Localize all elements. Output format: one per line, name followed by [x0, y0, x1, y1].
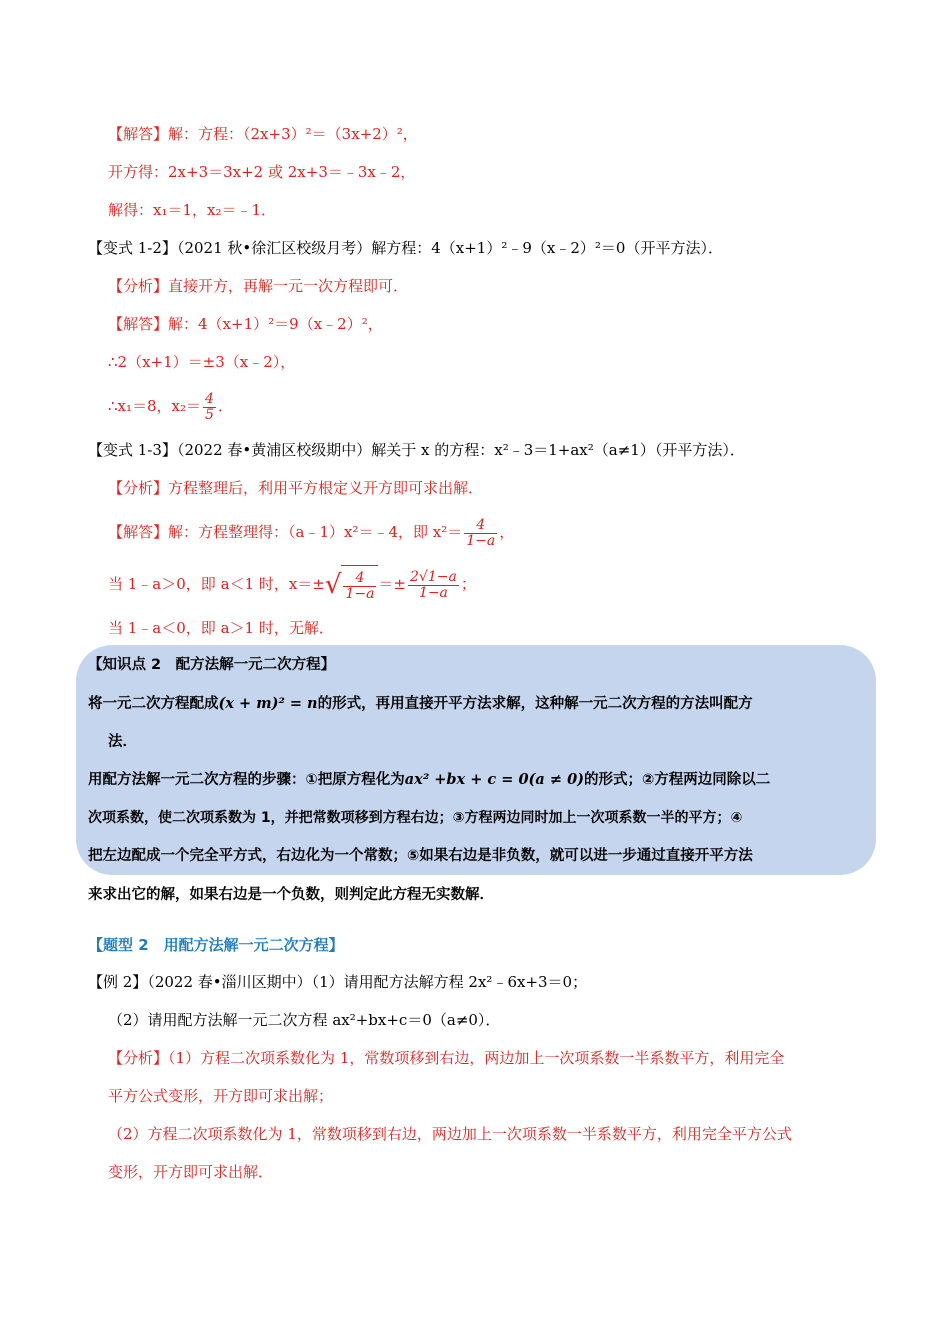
answer-tag: 【解答】 [108, 315, 169, 333]
solution-1-1-line-2: 开方得：2x+3＝3x+2 或 2x+3＝﹣3x﹣2， [108, 163, 416, 181]
fraction [343, 571, 376, 602]
fraction [464, 518, 497, 549]
fraction-denominator: 1−a [345, 586, 375, 603]
analysis-text: 直接开方，再解一元一次方程即可． [168, 277, 409, 295]
analysis-tag: 【分析】 [108, 277, 169, 295]
knowledge-text: 的形式；②方程两边同除以二 [584, 772, 771, 788]
solution-text: 当 1﹣a＞0，即 a＜1 时，x＝± [108, 575, 325, 593]
question-source: （2022 春•淄川区期中） [147, 973, 312, 991]
solution-text-end: ， [499, 523, 515, 541]
solution-text-end: ； [460, 575, 476, 593]
example-2-analysis-2: 平方公式变形，开方即可求出解； [108, 1087, 334, 1105]
solution-text: ∴x₁＝8，x₂＝ [108, 397, 202, 415]
knowledge-text: 的形式，再用直接开平方法求解，这种解一元二次方程的方法叫配方 [317, 696, 753, 712]
knowledge-text: 用配方法解一元二次方程的步骤：①把原方程化为 [88, 772, 405, 788]
fraction-numerator: 4 [355, 570, 365, 587]
square-root [325, 564, 379, 606]
solution-text-end: ． [217, 397, 233, 415]
solution-1-1-line-1 [108, 124, 418, 144]
variant-1-3-solution-3: 当 1﹣a＜0，即 a＞1 时，无解． [108, 619, 334, 637]
example-2-analysis-3: （2）方程二次项系数化为 1，常数项移到右边，两边加上一次项系数一半系数平方，利用完全平方公式 [108, 1125, 792, 1143]
variant-1-3-question [88, 440, 745, 460]
fraction-numerator: 4 [476, 516, 486, 533]
variant-1-3-solution-1 [108, 514, 514, 550]
question-text: 解关于 x 的方程：x²﹣3＝1+ax²（a≠1）（开平方法）． [371, 441, 745, 459]
fraction-denominator: 5 [205, 406, 214, 423]
example-2-analysis-4: 变形，开方即可求出解． [108, 1163, 274, 1181]
fraction-denominator: 1−a [408, 585, 459, 601]
example-2-analysis-1 [108, 1048, 784, 1068]
analysis-text: 方程整理后，利用平方根定义开方即可求出解． [168, 479, 484, 497]
solution-1-1-line-3: 解得：x₁＝1，x₂＝﹣1． [108, 201, 277, 219]
question-text: 解方程：4（x+1）²﹣9（x﹣2）²＝0（开平方法）． [371, 239, 723, 257]
formula: (x + m)² = n [218, 695, 318, 712]
formula: ax² +bx + c = 0(a ≠ 0) [404, 771, 585, 788]
analysis-tag: 【分析】 [108, 479, 169, 497]
section-title: 【题型 2 用配方法解一元二次方程】 [88, 936, 344, 954]
fraction-numerator: 2√1−a [410, 568, 457, 585]
question-source: （2022 春•黄浦区校级期中） [176, 441, 372, 459]
variant-1-2-solution-3 [108, 388, 233, 424]
question-text: （1）请用配方法解方程 2x²﹣6x+3＝0； [311, 973, 588, 991]
fraction [203, 392, 216, 423]
knowledge-title: 【知识点 2 配方法解一元二次方程】 [88, 657, 336, 673]
variant-tag: 【变式 1-3】 [88, 441, 177, 459]
variant-1-3-analysis [108, 478, 483, 498]
solution-text: 解：方程整理得：（a﹣1）x²＝﹣4，即 x²＝ [168, 523, 463, 541]
answer-tag: 【解答】 [108, 125, 169, 143]
example-tag: 【例 2】 [88, 973, 148, 991]
knowledge-point-box [76, 645, 876, 875]
variant-tag: 【变式 1-2】 [88, 239, 177, 257]
knowledge-paragraph-2 [88, 770, 770, 790]
solution-text: 解：4（x+1）²＝9（x﹣2）²， [168, 315, 383, 333]
variant-1-2-analysis [108, 276, 408, 296]
solution-text: 解：方程：（2x+3）²＝（3x+2）²， [168, 125, 418, 143]
variant-1-2-solution-1 [108, 314, 383, 334]
knowledge-paragraph-2-line-4: 来求出它的解，如果右边是一个负数，则判定此方程无实数解． [88, 887, 494, 903]
analysis-tag: 【分析】 [108, 1049, 169, 1067]
knowledge-paragraph-2-line-2: 次项系数，使二次项系数为 1，并把常数项移到方程右边；③方程两边同时加上一次项系数一半的平方；④ [88, 810, 743, 826]
example-2-question [88, 972, 587, 992]
equals-sign: ＝± [378, 575, 406, 593]
variant-1-2-question [88, 238, 723, 258]
variant-1-2-solution-2: ∴2（x+1）＝±3（x﹣2）， [108, 353, 296, 371]
knowledge-paragraph-2-line-3: 把左边配成一个完全平方式，右边化为一个常数；⑤如果右边是非负数，就可以进一步通过直接开平方法 [88, 848, 753, 864]
fraction [408, 570, 459, 601]
answer-tag: 【解答】 [108, 523, 169, 541]
knowledge-paragraph-1 [88, 694, 753, 714]
analysis-text: （1）方程二次项系数化为 1，常数项移到右边，两边加上一次项系数一半系数平方，利用完全 [168, 1049, 785, 1067]
question-source: （2021 秋•徐汇区校级月考） [176, 239, 372, 257]
knowledge-paragraph-1-cont: 法． [108, 734, 137, 750]
example-2-question-2: （2）请用配方法解一元二次方程 ax²+bx+c＝0（a≠0）． [108, 1011, 501, 1029]
variant-1-3-solution-2 [108, 564, 476, 606]
radical-sign-icon: √ [324, 570, 342, 601]
fraction-numerator: 4 [205, 390, 214, 407]
knowledge-text: 将一元二次方程配成 [88, 696, 219, 712]
fraction-denominator: 1−a [466, 532, 496, 549]
